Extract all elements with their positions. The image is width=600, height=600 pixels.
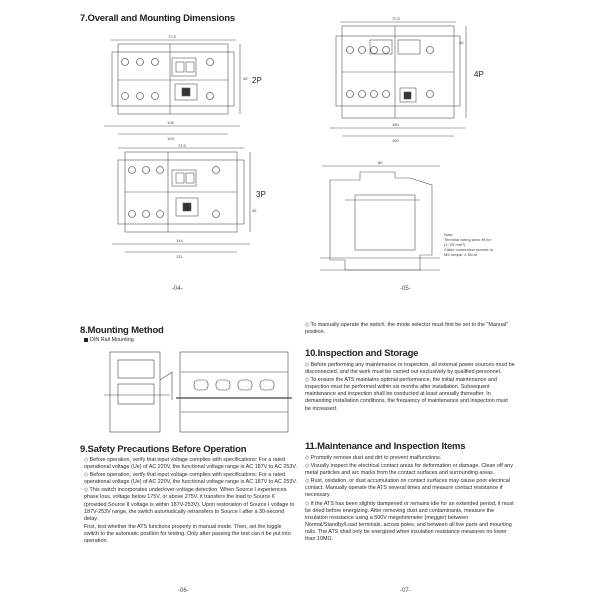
inspection-text bbox=[305, 362, 515, 414]
section-9-title: 9.Safety Precautions Before Operation bbox=[80, 444, 247, 455]
section-10-title: 10.Inspection and Storage bbox=[305, 348, 419, 359]
safety-para: ◇ This switch incorporates under/over-voltage detection. When Source I experiences phase loss, voltage below 175V, or above 275V, it transfers the load to Source II (provided Source II voltage is within 187V-253V). Upon restoration of Source I voltage to 187V-253V range, the switch automatically retransfers to Source I after a 30-second delay. bbox=[84, 487, 295, 522]
maintenance-text bbox=[305, 455, 515, 544]
dim-4p-top: 72.5 bbox=[392, 16, 400, 21]
safety-para: ◇ Before operation, verify that input voltage complies with specifications: For a rated operational voltage (Ue) of AC 220V, the functional voltage range is AC 187V to AC 253V. bbox=[84, 457, 297, 471]
terminal-note bbox=[444, 232, 524, 257]
safety-text bbox=[84, 457, 298, 546]
dim-2p-h: 45 bbox=[243, 76, 248, 81]
din-rail-text: DIN Rail Mounting bbox=[90, 337, 134, 343]
maintenance-para: ◇ Visually inspect the electrical contact areas for deformation or damage. Clean off any metal particles and arc marks from the contact surfaces and surrounding areas. bbox=[305, 463, 514, 477]
dim-2p-top: 72.5 bbox=[168, 34, 176, 39]
note-line: (1~25 mm²) bbox=[444, 242, 465, 247]
dim-4p-w2: 160 bbox=[392, 138, 399, 143]
dim-4p-w: 180 bbox=[392, 122, 399, 127]
section-7-title: 7.Overall and Mounting Dimensions bbox=[80, 13, 235, 24]
note-line: Note: bbox=[444, 232, 454, 237]
dim-2p-w2: 103 bbox=[167, 136, 174, 141]
inspection-para: ◇ To ensure the ATS maintains optimal performance, the initial maintenance and inspection must be performed within six months after installation. Subsequent maintenance and inspection shall be conducted at least annually thereafter. In demanding installation conditions, the frequency of maintenance and inspection must be increased. bbox=[305, 377, 508, 412]
maintenance-para: ◇ If the ATS has been slightly dampened or remains idle for an extended period, it must be dried before energizing. After removing dust and contaminants, measure the insulation resistance using a 500V megohmmeter (megger) between Normal/Standby/Load terminals, across poles, and between all live parts and mounting rails. The ATS shall only be energized when insulation resistance measures no lower than 10MΩ. bbox=[305, 500, 514, 543]
safety-para: ◇ Before operation, verify that input voltage complies with specifications: For a rated operational voltage (Ue) of AC 220V, the functional voltage range is AC 187V to AC 253V. bbox=[84, 472, 297, 486]
maintenance-para: ◇ Rust, oxidation, or dust accumulation on contact surfaces may cause poor electrical contact. Manually operate the ATS several times and measure contact resistance if necessary. bbox=[305, 478, 510, 499]
drawing-side-view bbox=[320, 166, 440, 270]
manual-intro: ◇ To manually operate the switch, the mode selector must first be set to the "Manual" position. bbox=[305, 322, 508, 336]
maintenance-para: ◇ Promptly remove dust and dirt to prevent malfunctions. bbox=[305, 455, 442, 461]
label-2p: 2P bbox=[252, 76, 262, 85]
section-11-title: 11.Maintenance and Inspection Items bbox=[305, 441, 466, 452]
page-number-07: -07- bbox=[400, 588, 411, 594]
safety-para: First, test whether the ATS functions properly in manual mode. Then, set the toggle switch to the automatic position for testing. Only after passing the test can it be put into operation. bbox=[84, 523, 291, 545]
drawing-4p bbox=[330, 22, 466, 136]
dim-4p-h: 45 bbox=[459, 40, 464, 45]
dim-3p-h: 45 bbox=[252, 208, 257, 213]
note-line: Terminal wiring area: fit for bbox=[444, 237, 491, 242]
drawing-3p bbox=[112, 148, 250, 252]
dim-side-w: 85 bbox=[378, 160, 383, 165]
note-line: Cable connection screws to bbox=[444, 247, 493, 252]
page-number-05: -05- bbox=[400, 286, 411, 292]
label-4p: 4P bbox=[474, 70, 484, 79]
label-3p: 3P bbox=[256, 190, 266, 199]
page-number-06: -06- bbox=[178, 588, 189, 594]
section-8-title: 8.Mounting Method bbox=[80, 325, 164, 336]
dim-3p-w2: 131 bbox=[176, 254, 183, 259]
page-number-04: -04- bbox=[172, 286, 183, 292]
square-bullet-icon bbox=[84, 338, 88, 342]
dim-2p-w: 108 bbox=[167, 120, 174, 125]
dim-3p-w: 144 bbox=[176, 238, 183, 243]
note-line: M5 torque: 2.5N.m bbox=[444, 252, 478, 257]
dim-3p-top: 72.5 bbox=[178, 143, 186, 148]
inspection-para: ◇ Before performing any maintenance or inspection, all external power sources must be disconnected, and the work must be carried out exclusively by qualified personnel. bbox=[305, 362, 515, 376]
din-rail-label bbox=[84, 337, 134, 344]
